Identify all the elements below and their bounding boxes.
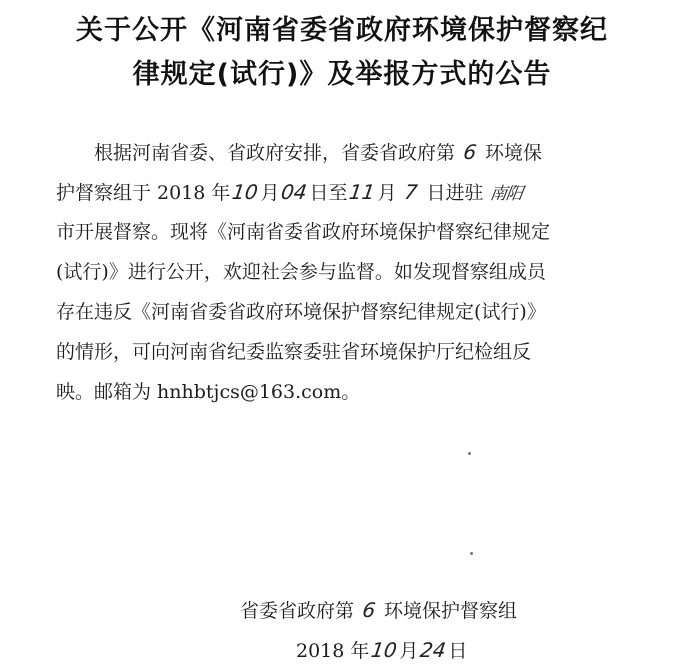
- signature-text: 2018 年: [296, 640, 370, 662]
- signature-text: 省委省政府第: [240, 600, 355, 622]
- handwritten-signature-day: 24: [419, 638, 448, 662]
- handwritten-end-month: 11: [348, 180, 377, 204]
- signature-date: [296, 638, 467, 663]
- handwritten-city: 南阳: [488, 184, 523, 204]
- scan-speck: [468, 452, 471, 455]
- body-text: 月: [260, 182, 280, 204]
- handwritten-signature-group-number: 6: [360, 598, 378, 622]
- notice-title-line-1: 关于公开《河南省委省政府环境保护督察纪: [76, 15, 608, 46]
- handwritten-group-number: 6: [461, 140, 479, 164]
- body-line-4: (试行)》进行公开，欢迎社会参与监督。如发现督察组成员: [56, 261, 546, 283]
- signature-text: 环境保护督察组: [384, 600, 518, 622]
- body-line-6: 的情形，可向河南省纪委监察委驻省环境保护厅纪检组反: [56, 341, 532, 363]
- signature-organization: [240, 598, 517, 623]
- body-line-3: 市开展督察。现将《河南省委省政府环境保护督察纪律规定: [56, 221, 551, 243]
- handwritten-end-day: 7: [403, 180, 420, 204]
- body-line-5: 存在违反《河南省委省政府环境保护督察纪律规定(试行)》: [56, 301, 546, 323]
- body-line-1: [94, 140, 542, 165]
- handwritten-start-day: 04: [280, 180, 309, 204]
- body-line-2: [56, 180, 528, 206]
- notice-title-line-2: 律规定(试行)》及举报方式的公告: [132, 59, 552, 90]
- body-text: 日至: [309, 182, 348, 204]
- handwritten-start-month: 10: [231, 180, 260, 204]
- body-text: 月: [377, 182, 397, 204]
- handwritten-signature-month: 10: [369, 638, 399, 662]
- body-text: 日进驻: [426, 182, 484, 204]
- signature-text: 日: [448, 640, 468, 662]
- body-line-7-email: 映。邮箱为 hnhbtjcs@163.com。: [56, 381, 361, 403]
- body-text: 护督察组于 2018 年: [56, 182, 231, 204]
- body-text: 根据河南省委、省政府安排，省委省政府第: [94, 142, 456, 164]
- signature-text: 月: [399, 640, 419, 662]
- scan-speck: [470, 552, 473, 555]
- body-text: 环境保: [485, 142, 543, 164]
